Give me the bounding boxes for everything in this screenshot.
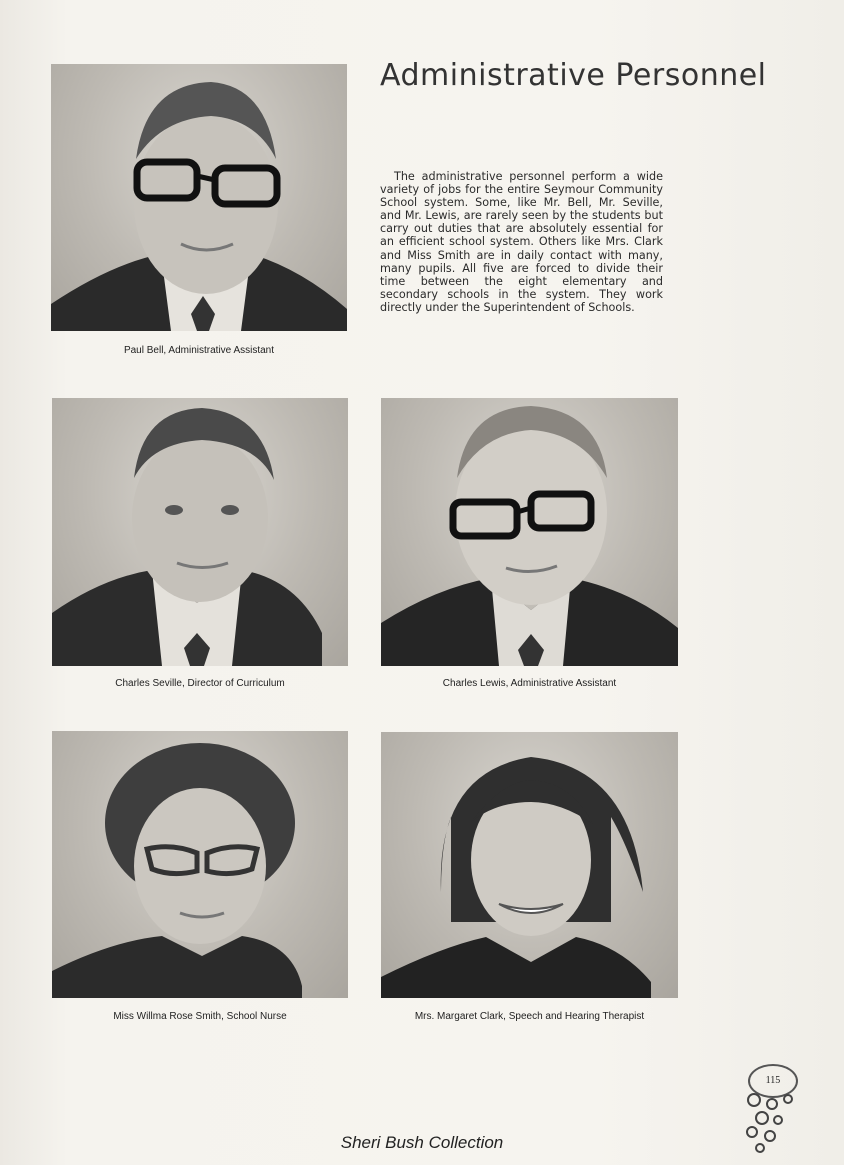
portrait-photo-charles-lewis [381,398,678,666]
portrait-photo-willma-rose-smith [52,731,348,998]
collection-watermark: Sheri Bush Collection [340,1133,504,1152]
page-title: Administrative Personnel [380,58,767,93]
caption-paul-bell: Paul Bell, Administrative Assistant [123,345,275,356]
caption-margaret-clark: Mrs. Margaret Clark, Speech and Hearing Therapist [414,1011,645,1022]
caption-charles-lewis: Charles Lewis, Administrative Assistant [442,678,617,689]
portrait-photo-paul-bell [51,64,347,331]
caption-charles-seville: Charles Seville, Director of Curriculum [115,678,285,689]
intro-paragraph: The administrative personnel perform a wide variety of jobs for the entire Seymour Community School system. Some, like Mr. Bell, Mr. Seville, and Mr. Lewis, are rarely seen by the students but carry out duties that are absolutely essential for an efficient school system. Others like Mrs. Clark and Miss Smith are in daily contact with many, many pupils. All five are forced to divide their time between the eight elementary and secondary schools in the system. They work directly under the Superintendent of Schools. [380,170,663,314]
caption-willma-rose-smith: Miss Willma Rose Smith, School Nurse [113,1011,287,1022]
portrait-photo-charles-seville [52,398,348,666]
portrait-photo-margaret-clark [381,732,678,998]
page-number: 115 [748,1064,798,1098]
